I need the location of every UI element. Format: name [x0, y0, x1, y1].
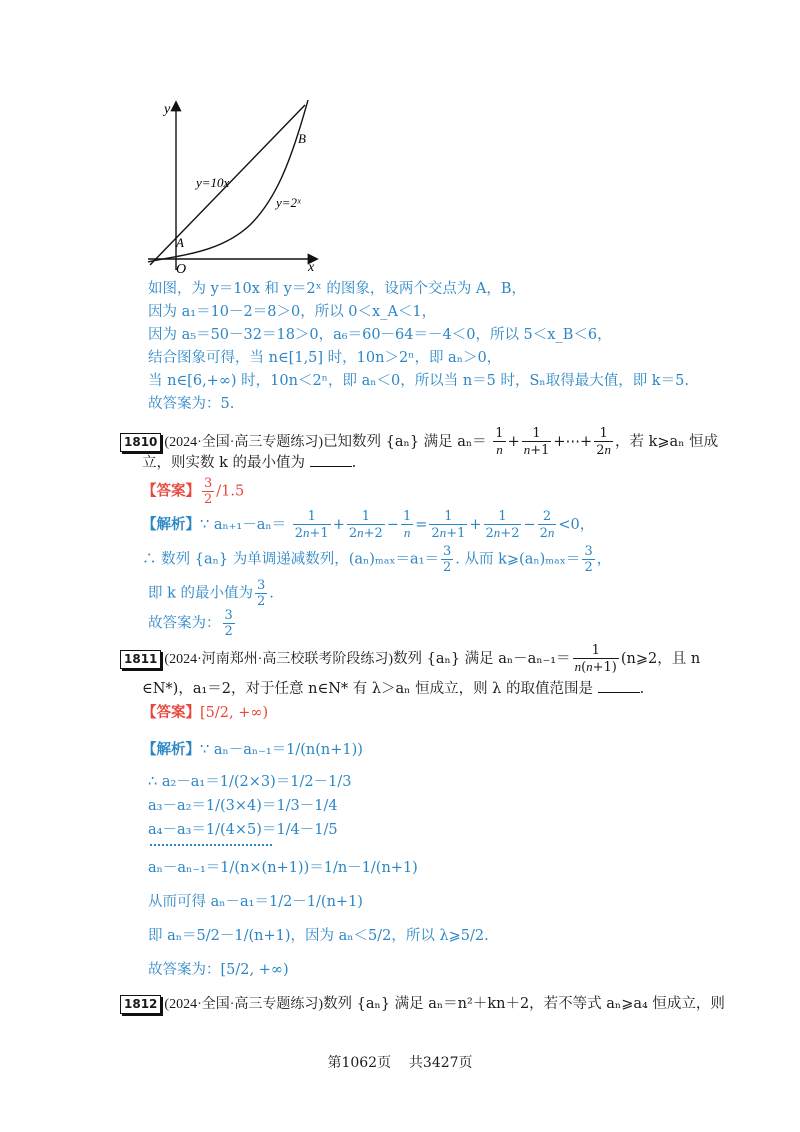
- fraction: $\frac{1}{n}$: [495, 426, 504, 457]
- solution-final: 故答案为：5.: [148, 396, 235, 412]
- answer-blank[interactable]: [598, 678, 640, 693]
- analysis-text: ∴ 数列 {aₙ} 为单调递减数列，(aₙ)ₘₐₓ＝a₁＝: [142, 551, 440, 568]
- line-label: y=10x: [196, 175, 230, 190]
- question-stem-line: ∈N*)，a₁＝2，对于任意 n∈N* 有 λ＞aₙ 恒成立，则 λ 的取值范围是: [142, 681, 593, 697]
- analysis-1810-line-3: 即 k 的最小值为 $\frac{3}{2}$ .: [148, 578, 274, 609]
- answer-alt: /1.5: [216, 483, 245, 500]
- question-stem-cont: ，若 k⩾aₙ 恒成: [615, 434, 719, 450]
- fraction: $\frac{1}{n+1}$: [523, 426, 550, 458]
- question-1812: [120, 994, 725, 1015]
- question-source: (2024·全国·高三专题练习): [164, 435, 324, 450]
- question-stem: 数列 {aₙ} 满足 aₙ＝n²＋kn＋2，若不等式 aₙ⩾a₄ 恒成立，则: [323, 996, 725, 1012]
- analysis-step: ∴ a₂－a₁＝1/(2×3)＝1/2－1/3: [148, 774, 352, 790]
- answer-fraction: $\frac{3}{2}$: [204, 476, 213, 507]
- analysis-step: aₙ－aₙ₋₁＝1/(n×(n+1))＝1/n－1/(n+1): [148, 860, 418, 876]
- page-number: 第1062页: [327, 1055, 392, 1071]
- point-a-label: A: [176, 235, 184, 250]
- analysis-1810-line-1: 【解析】∵ aₙ₊₁－aₙ＝ $\frac{1}{2n+1}$ + $\frac{1}{2n+2}$ − $\frac{1}{n}$ = $\frac{1}{2n+1}$ + $\frac{1}{2n+2}$ − $\frac{2}{2n}$ <0，: [142, 509, 595, 541]
- question-1810: 1810 (2024·全国·高三专题练习)已知数列 {aₙ} 满足 aₙ＝ $\frac{1}{n}$ + $\frac{1}{n+1}$ +⋯+ $\frac{1}{2n}$ ，若 k⩾aₙ 恒成: [120, 426, 718, 458]
- answer-value: [5/2, +∞): [200, 705, 269, 721]
- answer-label: 【答案】: [142, 704, 200, 721]
- origin-label: O: [176, 262, 187, 275]
- analysis-text: 即 k 的最小值为: [148, 585, 254, 602]
- point-b-label: B: [298, 131, 306, 146]
- analysis-step: a₃－a₂＝1/(3×4)＝1/3－1/4: [148, 798, 338, 814]
- y-axis-label: y: [164, 102, 171, 117]
- analysis-step: 从而可得 aₙ－a₁＝1/2－1/(n+1): [148, 894, 363, 910]
- question-stem: 已知数列 {aₙ} 满足 aₙ＝: [323, 434, 487, 450]
- question-1811-line-2: ∈N*)，a₁＝2，对于任意 n∈N* 有 λ＞aₙ 恒成立，则 λ 的取值范围是 .: [142, 678, 644, 699]
- analysis-step: 即 aₙ＝5/2－1/(n+1)，因为 aₙ＜5/2，所以 λ⩾5/2.: [148, 928, 489, 944]
- analysis-1811-line-1: [142, 740, 363, 760]
- question-source: (2024·全国·高三专题练习): [164, 997, 324, 1012]
- solution-line-4: 结合图象可得，当 n∈[1,5] 时，10n＞2ⁿ，即 aₙ＞0，: [148, 350, 502, 366]
- solution-line-3: 因为 a₅＝50－32＝18＞0，a₆＝60－64＝－4＜0，所以 5＜x_B＜6，: [148, 327, 612, 343]
- question-source: (2024·河南郑州·高三校联考阶段练习): [164, 652, 394, 667]
- ellipsis-divider: [150, 844, 272, 846]
- question-number: 1811: [120, 650, 161, 669]
- answer-blank[interactable]: [310, 452, 352, 467]
- solution-line-5: 当 n∈[6,+∞) 时，10n＜2ⁿ，即 aₙ＜0，所以当 n＝5 时，Sₙ取得最大值，即 k＝5.: [148, 373, 689, 389]
- question-number: 1810: [120, 433, 161, 452]
- page-footer: [0, 1052, 800, 1072]
- curve-label: y=2ˣ: [276, 195, 301, 210]
- question-number: 1812: [120, 995, 161, 1014]
- analysis-1810-line-2: ∴ 数列 {aₙ} 为单调递减数列，(aₙ)ₘₐₓ＝a₁＝ $\frac{3}{2}$ . 从而 k⩾(aₙ)ₘₐₓ＝ $\frac{3}{2}$ ，: [142, 544, 612, 575]
- total-pages: 共3427页: [408, 1055, 473, 1071]
- solution-line-2: 因为 a₁＝10－2＝8＞0，所以 0＜x_A＜1，: [148, 304, 437, 320]
- analysis-text: 故答案为：: [148, 615, 221, 632]
- analysis-1810-final: 故答案为： $\frac{3}{2}$: [148, 608, 233, 639]
- question-stem-line: 立，则实数 k 的最小值为: [142, 455, 306, 471]
- question-stem-cont: (n⩾2，且 n: [620, 651, 701, 667]
- question-1811: [120, 643, 700, 675]
- analysis-step: a₄－a₃＝1/(4×5)＝1/4－1/5: [148, 822, 338, 838]
- function-graph: [140, 95, 330, 275]
- answer-1810: [142, 476, 244, 507]
- fraction: $\frac{1}{n(n+1)}$: [574, 643, 617, 675]
- analysis-text: ∵ aₙ₊₁－aₙ＝: [200, 517, 287, 533]
- question-1810-line-2: 立，则实数 k 的最小值为 .: [142, 452, 356, 473]
- answer-1811: [142, 703, 268, 723]
- question-stem: 数列 {aₙ} 满足 aₙ－aₙ₋₁＝: [393, 651, 571, 667]
- analysis-label: 【解析】: [142, 516, 200, 533]
- analysis-step: ∵ aₙ－aₙ₋₁＝1/(n(n+1)): [200, 742, 363, 758]
- answer-label: 【答案】: [142, 482, 200, 500]
- analysis-final: 故答案为：[5/2, +∞): [148, 962, 289, 978]
- analysis-text: . 从而 k⩾(aₙ)ₘₐₓ＝: [455, 551, 581, 568]
- x-axis-label: x: [308, 260, 315, 275]
- solution-line-1: 如图，为 y＝10x 和 y＝2ˣ 的图象，设两个交点为 A，B，: [148, 281, 527, 297]
- fraction: $\frac{1}{2n}$: [596, 426, 611, 458]
- analysis-label: 【解析】: [142, 741, 200, 758]
